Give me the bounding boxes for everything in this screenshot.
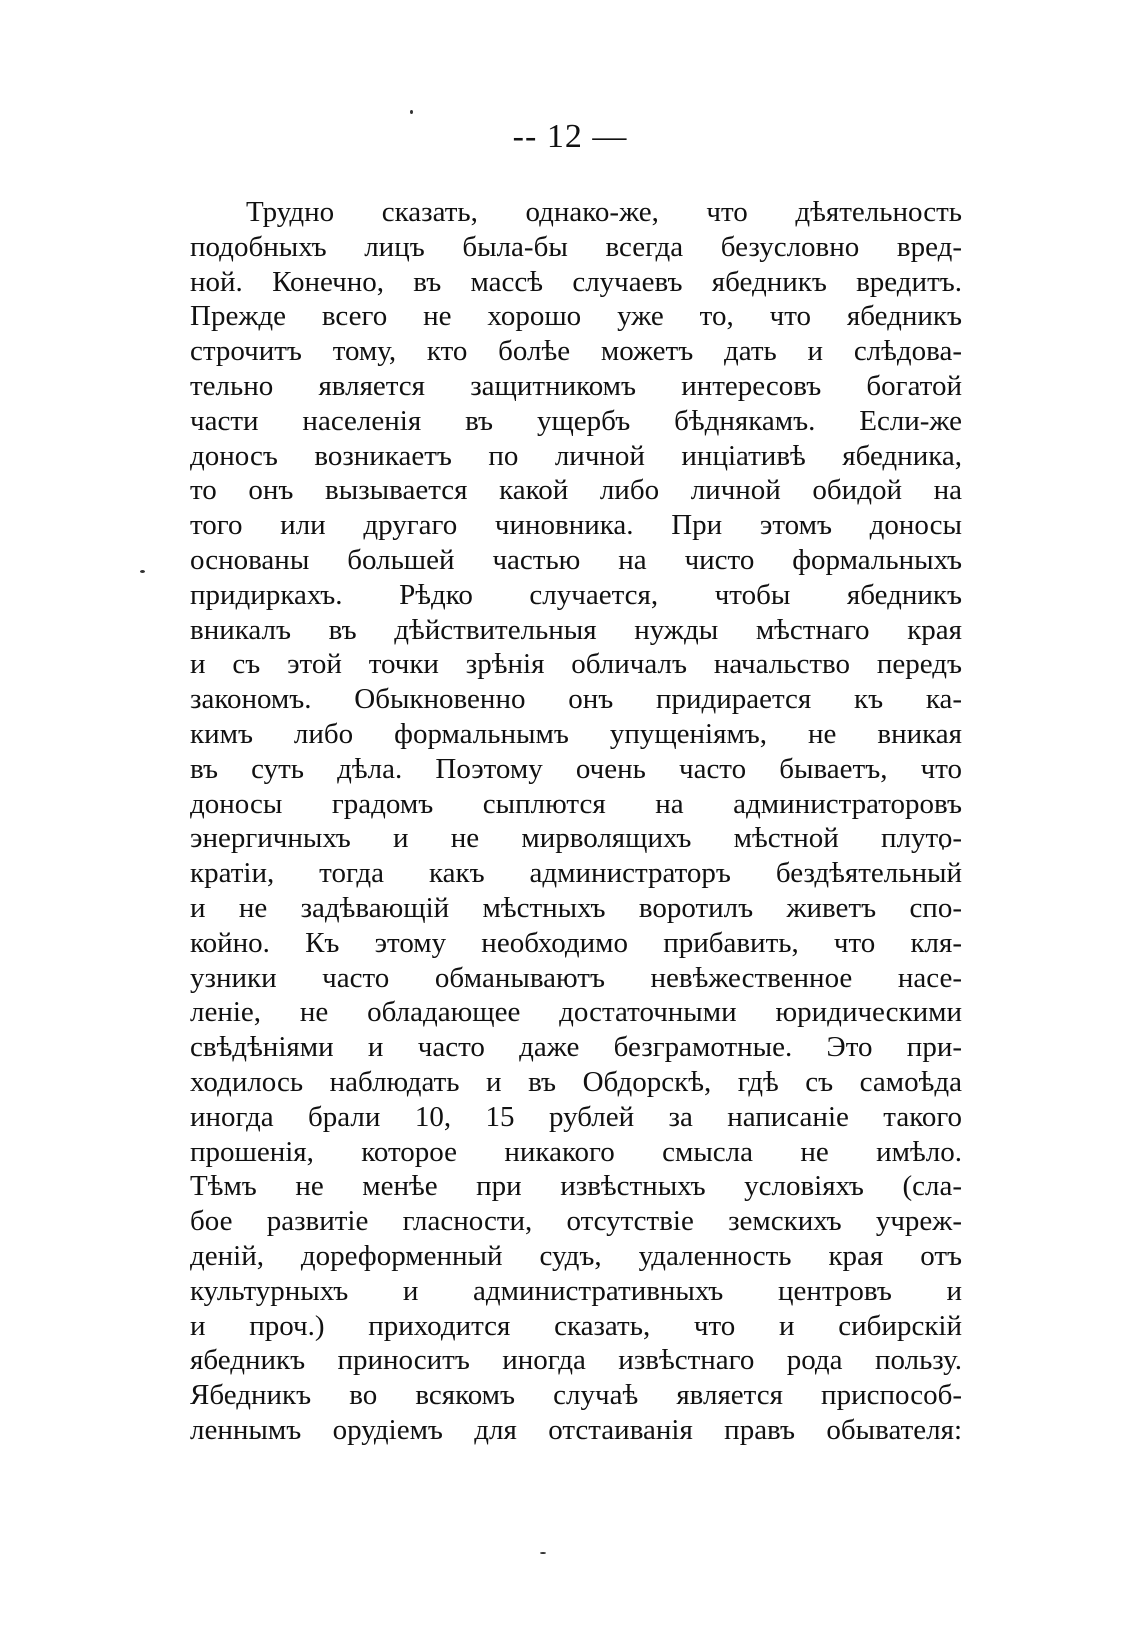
text-line: ябедникъ приноситъ иногда извѣстнаго рода пользу. xyxy=(190,1344,962,1377)
text-line: деній, дореформенный судъ, удаленность края отъ xyxy=(190,1239,962,1272)
text-line: ходилось наблюдать и въ Обдорскѣ, гдѣ съ самоѣда xyxy=(190,1065,962,1098)
text-line: подобныхъ лицъ была-бы всегда безусловно вред- xyxy=(190,230,962,263)
text-line: Прежде всего не хорошо уже то, что ябедникъ xyxy=(190,300,962,333)
text-line: и не задѣвающій мѣстныхъ воротилъ живетъ спо- xyxy=(190,891,962,924)
text-line: культурныхъ и административныхъ центровъ и xyxy=(190,1274,962,1307)
ink-speck xyxy=(140,570,145,573)
text-line: придиркахъ. Рѣдко случается, чтобы ябедникъ xyxy=(190,578,962,611)
text-line: койно. Къ этому необходимо прибавить, что кля- xyxy=(190,926,962,959)
text-line: узники часто обманываютъ невѣжественное насе- xyxy=(190,961,962,994)
text-line: Ябедникъ во всякомъ случаѣ является приспособ- xyxy=(190,1379,962,1412)
text-line: Тѣмъ не менѣе при извѣстныхъ условіяхъ (сла- xyxy=(190,1170,962,1203)
text-line: леннымъ орудіемъ для отстаиванія правъ обывателя: xyxy=(190,1413,962,1446)
text-line: части населенія въ ущербъ бѣднякамъ. Если-же xyxy=(190,404,962,437)
body-text xyxy=(190,195,962,1448)
text-line: кимъ либо формальнымъ упущеніямъ, не вникая xyxy=(190,717,962,750)
ink-speck xyxy=(540,1552,546,1554)
text-line: тельно является защитникомъ интересовъ богатой xyxy=(190,369,962,402)
text-line: то онъ вызывается какой либо личной обидой на xyxy=(190,474,962,507)
text-line: вникалъ въ дѣйствительныя нужды мѣстнаго края xyxy=(190,613,962,646)
ink-speck xyxy=(410,110,413,114)
text-line: и съ этой точки зрѣнія обличалъ начальство передъ xyxy=(190,648,962,681)
text-line: энергичныхъ и не мирволящихъ мѣстной плуто- xyxy=(190,822,962,855)
text-line: доносъ возникаетъ по личной инціативѣ ябедника, xyxy=(190,439,962,472)
text-line: доносы градомъ сыплются на администраторовъ xyxy=(190,787,962,820)
text-line: основаны большей частью на чисто формальныхъ xyxy=(190,543,962,576)
text-line: того или другаго чиновника. При этомъ доносы xyxy=(190,509,962,542)
text-line: свѣдѣніями и часто даже безграмотные. Это при- xyxy=(190,1031,962,1064)
text-line: и проч.) приходится сказать, что и сибирскій xyxy=(190,1309,962,1342)
text-line: въ суть дѣла. Поэтому очень часто бываетъ, что xyxy=(190,752,962,785)
text-line: ной. Конечно, въ массѣ случаевъ ябедникъ вредитъ. xyxy=(190,265,962,298)
text-line: Трудно сказать, однако-же, что дѣятельность xyxy=(246,196,962,228)
page-number: -- 12 — xyxy=(512,118,628,155)
text-line: кратіи, тогда какъ администраторъ бездѣятельный xyxy=(190,857,962,890)
text-line: бое развитіе гласности, отсутствіе земскихъ учреж- xyxy=(190,1205,962,1238)
text-line: леніе, не обладающее достаточными юридическими xyxy=(190,996,962,1029)
text-line: иногда брали 10, 15 рублей за написаніе такого xyxy=(190,1100,962,1133)
text-line: закономъ. Обыкновенно онъ придирается къ ка- xyxy=(190,683,962,716)
text-line: строчитъ тому, кто болѣе можетъ дать и слѣдова- xyxy=(190,335,962,368)
text-line: прошенія, которое никакого смысла не имѣло. xyxy=(190,1135,962,1168)
